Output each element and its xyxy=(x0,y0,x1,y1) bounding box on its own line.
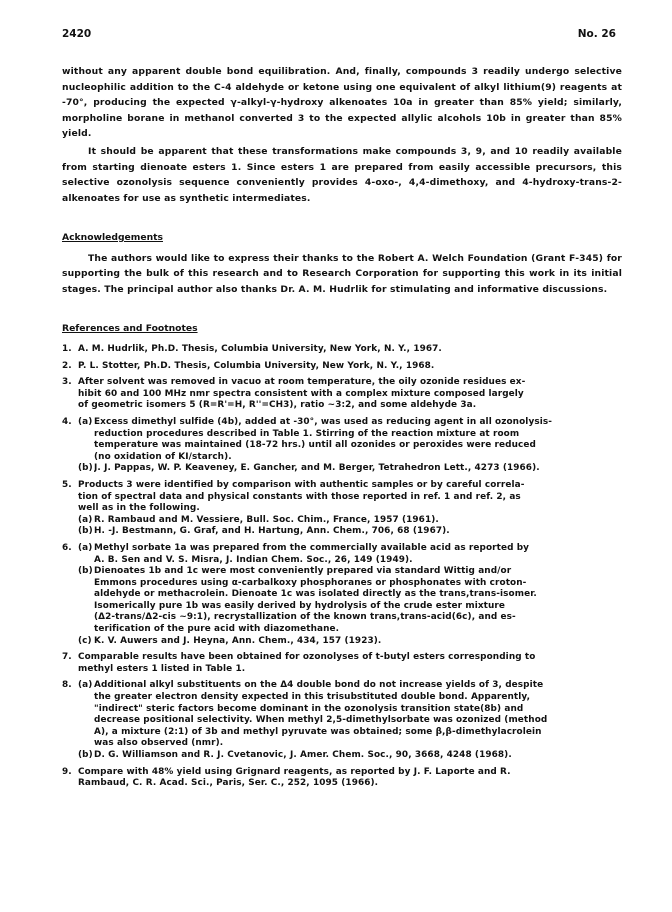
reference-number: 6. xyxy=(62,542,72,553)
reference-line: R. Rambaud and M. Vessiere, Bull. Soc. Chim., France, 1957 (1961). xyxy=(94,514,439,525)
reference-line: tion of spectral data and physical constants with those reported in ref. 1 and ref. 2, as xyxy=(78,491,521,502)
reference-line: P. L. Stotter, Ph.D. Thesis, Columbia University, New York, N. Y., 1968. xyxy=(78,360,435,371)
subitem-label: (a) xyxy=(78,416,93,427)
reference-number: 3. xyxy=(62,377,72,388)
reference-line: Excess dimethyl sulfide (4b), added at -30°, was used as reducing agent in all ozonolysis- xyxy=(94,416,553,427)
reference-item xyxy=(62,680,622,761)
reference-subitem xyxy=(78,417,622,463)
reference-item xyxy=(62,767,622,790)
subitem-label: (b) xyxy=(78,750,93,760)
reference-subitem xyxy=(78,515,622,527)
acknowledgements-heading: Acknowledgements xyxy=(62,232,163,243)
reference-line: of geometric isomers 5 (R=R'=H, R''=CH3), ratio ~3:2, and some aldehyde 3a. xyxy=(78,400,477,411)
reference-line: well as in the following. xyxy=(78,503,200,514)
subitem-label: (a) xyxy=(78,542,93,553)
page-number: 2420 xyxy=(62,28,92,40)
acknowledgements-section xyxy=(62,251,622,297)
issue-number: No. 26 xyxy=(577,28,616,40)
reference-line: A), a mixture (2:1) of 3b and methyl pyruvate was obtained; some β,β-dimethylacrolein xyxy=(94,726,542,737)
reference-line: Comparable results have been obtained for ozonolyses of t-butyl esters corresponding to xyxy=(78,652,536,663)
reference-line: (no oxidation of KI/starch). xyxy=(94,451,232,462)
paragraph-1: without any apparent double bond equilibration. And, finally, compounds 3 readily undergo selective nucleophilic addition to the C-4 aldehyde or ketone using one equivalent of alkyl lithium(9) reagents at -70°, producing the expected γ-alkyl-γ-hydroxy alkenoates 10a in greater than 85% yield; similarly, morpholine borane in methanol converted 3 to the expected allylic alcohols 10b in greater than 85% yield. xyxy=(62,66,622,140)
reference-line: D. G. Williamson and R. J. Cvetanovic, J. Amer. Chem. Soc., 90, 3668, 4248 (1968). xyxy=(94,750,512,760)
references-list xyxy=(62,344,622,795)
reference-line: After solvent was removed in vacuo at room temperature, the oily ozonide residues ex- xyxy=(78,377,526,388)
reference-item xyxy=(62,417,622,475)
reference-line: (Δ2-trans/Δ2-cis ~9:1), recrystallization of the known trans,trans-acid(6c), and es- xyxy=(94,612,516,623)
references-heading: References and Footnotes xyxy=(62,323,198,334)
subitem-label: (b) xyxy=(78,463,93,474)
reference-line: was also observed (nmr). xyxy=(94,738,224,749)
subitem-label: (c) xyxy=(78,635,92,646)
reference-line: A. M. Hudrlik, Ph.D. Thesis, Columbia University, New York, N. Y., 1967. xyxy=(78,344,442,354)
reference-item xyxy=(62,652,622,675)
reference-number: 5. xyxy=(62,479,72,490)
reference-line: Isomerically pure 1b was easily derived by hydrolysis of the crude ester mixture xyxy=(94,600,506,611)
reference-line: "indirect" steric factors become dominant in the ozonolysis transition state(8b) and xyxy=(94,703,524,714)
reference-item xyxy=(62,480,622,538)
subitem-label: (b) xyxy=(78,566,93,577)
reference-line: A. B. Sen and V. S. Misra, J. Indian Chem. Soc., 26, 149 (1949). xyxy=(94,554,413,565)
reference-number: 9. xyxy=(62,766,72,777)
reference-subitem xyxy=(78,526,622,538)
reference-subitem xyxy=(78,750,622,762)
reference-line: the greater electron density expected in this trisubstituted double bond. Apparently, xyxy=(94,692,531,703)
reference-line: Emmons procedures using α-carbalkoxy phosphoranes or phosphonates with croton- xyxy=(94,577,527,588)
reference-line: terification of the pure acid with diazomethane. xyxy=(94,624,340,635)
reference-line: reduction procedures described in Table 1. Stirring of the reaction mixture at room xyxy=(94,428,520,439)
reference-subitem xyxy=(78,636,622,648)
reference-line: methyl esters 1 listed in Table 1. xyxy=(78,663,246,674)
reference-item xyxy=(62,543,622,647)
reference-line: decrease positional selectivity. When methyl 2,5-dimethylsorbate was ozonized (method xyxy=(94,715,548,726)
reference-line: Additional alkyl substituents on the Δ4 double bond do not increase yields of 3, despite xyxy=(94,680,544,691)
reference-subitem xyxy=(78,680,622,750)
reference-line: Methyl sorbate 1a was prepared from the commercially available acid as reported by xyxy=(94,542,530,553)
reference-subitem xyxy=(78,463,622,475)
reference-subitem xyxy=(78,566,622,636)
subitem-label: (a) xyxy=(78,514,93,525)
reference-item xyxy=(62,361,622,373)
main-text xyxy=(62,64,622,206)
reference-number: 2. xyxy=(62,360,72,371)
reference-number: 8. xyxy=(62,680,72,691)
reference-line: H. -J. Bestmann, G. Graf, and H. Hartung, Ann. Chem., 706, 68 (1967). xyxy=(94,526,450,537)
reference-item xyxy=(62,344,622,356)
reference-item xyxy=(62,377,622,412)
reference-line: hibit 60 and 100 MHz nmr spectra consistent with a complex mixture composed largely xyxy=(78,388,524,399)
paragraph-2: It should be apparent that these transformations make compounds 3, 9, and 10 readily available from starting dienoate esters 1. Since esters 1 are prepared from easily accessible precursors, this selective ozonolysis sequence conveniently provides 4-oxo-, 4,4-dimethoxy, and 4-hydroxy-trans-2-alkenoates for use as synthetic intermediates. xyxy=(62,145,622,204)
reference-line: K. V. Auwers and J. Heyna, Ann. Chem., 434, 157 (1923). xyxy=(94,635,382,646)
subitem-label: (a) xyxy=(78,680,93,691)
reference-line: aldehyde or methacrolein. Dienoate 1c was isolated directly as the trans,trans-isomer. xyxy=(94,589,537,600)
reference-line: Products 3 were identified by comparison with authentic samples or by careful correla- xyxy=(78,479,525,490)
reference-line: Dienoates 1b and 1c were most conveniently prepared via standard Wittig and/or xyxy=(94,566,512,577)
acknowledgements-text: The authors would like to express their thanks to the Robert A. Welch Foundation (Grant F-345) for supporting the bulk of this research and to Research Corporation for supporting this work in its initial stages. The principal author also thanks Dr. A. M. Hudrlik for stimulating and informative discussions. xyxy=(62,253,622,295)
reference-line: Compare with 48% yield using Grignard reagents, as reported by J. F. Laporte and R. xyxy=(78,766,511,777)
reference-line: Rambaud, C. R. Acad. Sci., Paris, Ser. C., 252, 1095 (1966). xyxy=(78,778,379,789)
reference-number: 4. xyxy=(62,416,72,427)
reference-number: 1. xyxy=(62,344,72,354)
reference-line: temperature was maintained (18-72 hrs.) until all ozonides or peroxides were reduced xyxy=(94,440,536,451)
reference-line: J. J. Pappas, W. P. Keaveney, E. Gancher, and M. Berger, Tetrahedron Lett., 4273 (1966). xyxy=(94,463,540,474)
reference-subitem xyxy=(78,543,622,566)
subitem-label: (b) xyxy=(78,526,93,537)
reference-number: 7. xyxy=(62,652,72,663)
